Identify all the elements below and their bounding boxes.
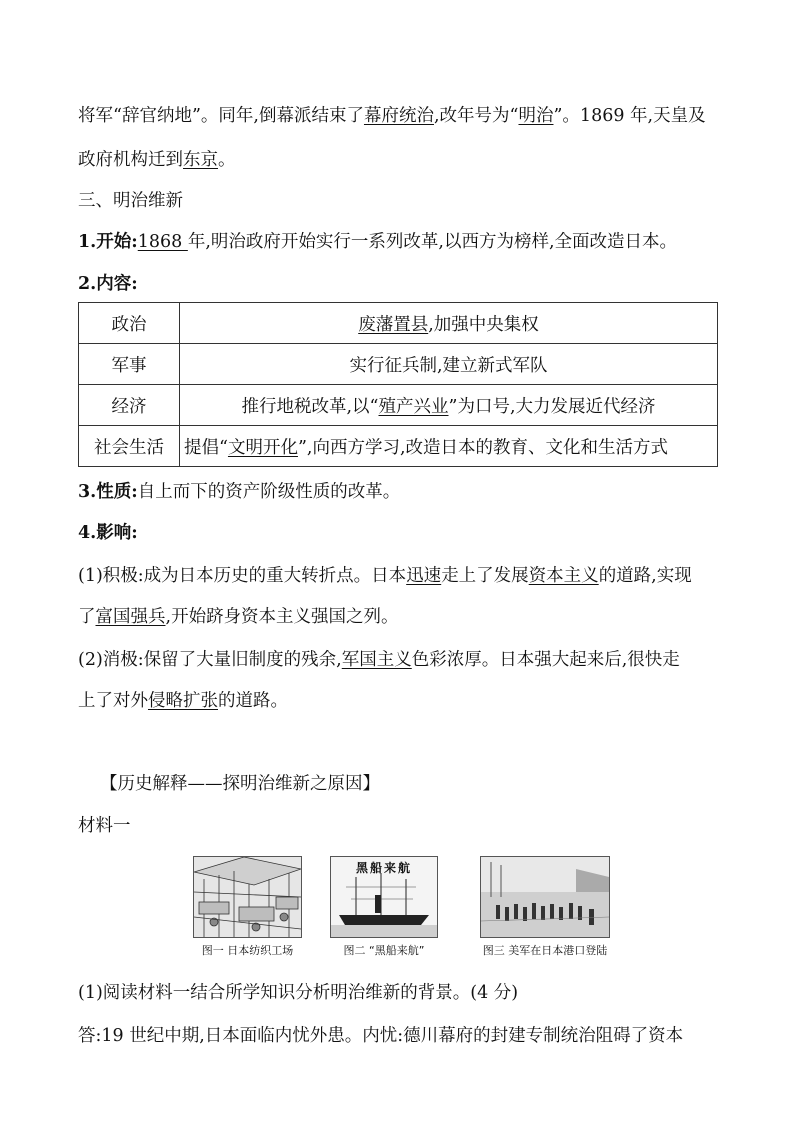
- text: (2)消极:保留了大量旧制度的残余,: [78, 650, 342, 670]
- table-cell-category: 社会生活: [79, 426, 180, 467]
- text: 了: [78, 607, 96, 627]
- table-row: [79, 385, 718, 426]
- figure-us-landing: [480, 856, 610, 958]
- text: ,改年号为“: [433, 106, 519, 126]
- paragraph-line: [78, 148, 236, 172]
- underlined-term: 文明开化: [227, 437, 298, 458]
- figure-caption: 图二 “黑船来航”: [343, 944, 425, 957]
- textile-factory-image: [193, 856, 302, 938]
- text: 政府机构迁到: [78, 150, 183, 170]
- figure-caption: 图一 日本纺织工场: [201, 944, 294, 957]
- material-label: 材料一: [78, 816, 131, 836]
- table-row: [79, 344, 718, 385]
- text: ,开始跻身资本主义强国之列。: [165, 607, 399, 627]
- start-year: 1868: [137, 232, 188, 252]
- content-title: 2.内容:: [78, 274, 138, 294]
- history-title: 【历史解释——探明治维新之原因】: [100, 774, 380, 794]
- text: 的道路,实现: [598, 566, 692, 586]
- figure-black-ships: [330, 856, 438, 958]
- impact-line: [78, 689, 288, 713]
- underlined-term: 明治: [518, 106, 554, 126]
- table-cell-category: 军事: [79, 344, 180, 385]
- text: 走上了发展: [441, 566, 529, 586]
- text: (1)积极:成为日本历史的重大转折点。日本: [78, 566, 407, 586]
- underlined-term: 资本主义: [528, 566, 599, 586]
- impact-line: [78, 648, 680, 672]
- text: 色彩浓厚。日本强大起来后,很快走: [411, 650, 680, 670]
- table-row: [79, 303, 718, 344]
- text: 。: [218, 150, 236, 170]
- text: 年,明治政府开始实行一系列改革,以西方为榜样,全面改造日本。: [187, 232, 678, 252]
- figure-caption: 图三 美军在日本港口登陆: [482, 944, 608, 957]
- underlined-term: 侵略扩张: [148, 691, 218, 711]
- table-cell-value: [180, 385, 718, 426]
- table-cell-value: 实行征兵制,建立新式军队: [180, 344, 718, 385]
- table-cell-category: 经济: [79, 385, 180, 426]
- text: 推行地税改革,以“: [241, 396, 379, 417]
- underlined-term: 富国强兵: [95, 607, 166, 627]
- text: 提倡“: [184, 437, 228, 458]
- text: 上了对外: [78, 691, 148, 711]
- start-label: 1.开始:: [78, 232, 138, 252]
- table-cell-category: 政治: [79, 303, 180, 344]
- underlined-term: 废藩置县: [358, 314, 429, 335]
- text: ”,向西方学习,改造日本的教育、文化和生活方式: [297, 437, 669, 458]
- question-text: (1)阅读材料一结合所学知识分析明治维新的背景。(4 分): [78, 983, 519, 1003]
- impact-title: 4.影响:: [78, 523, 138, 543]
- underlined-term: 军国主义: [341, 650, 412, 670]
- black-ships-image: [330, 856, 438, 938]
- underlined-term: 迅速: [406, 566, 442, 586]
- us-landing-image: [480, 856, 610, 938]
- table-cell-value: [180, 303, 718, 344]
- underlined-term: 殖产兴业: [378, 396, 449, 417]
- black-ships-banner: 黑船来航: [355, 861, 412, 875]
- start-line: [78, 230, 677, 254]
- text: ”。1869 年,天皇及: [553, 106, 706, 126]
- text: ”为口号,大力发展近代经济: [448, 396, 656, 417]
- content-table: [78, 302, 718, 467]
- impact-line: [78, 605, 399, 629]
- impact-line: [78, 564, 692, 588]
- table-row: [79, 426, 718, 467]
- nature-line: [78, 480, 400, 504]
- figure-textile-factory: [193, 856, 302, 958]
- answer-text: 答:19 世纪中期,日本面临内忧外患。内忧:德川幕府的封建专制统治阻碍了资本: [78, 1026, 684, 1046]
- section-title: 三、明治维新: [78, 191, 183, 211]
- text: ,加强中央集权: [428, 314, 539, 335]
- text: 的道路。: [218, 691, 288, 711]
- underlined-term: 东京: [183, 150, 218, 170]
- text: 将军“辞官纳地”。同年,倒幕派结束了: [78, 106, 364, 126]
- underlined-term: 幕府统治: [363, 106, 434, 126]
- text: 自上而下的资产阶级性质的改革。: [137, 482, 401, 502]
- paragraph-line: [78, 104, 706, 128]
- table-cell-value: [180, 426, 718, 467]
- nature-label: 3.性质:: [78, 482, 138, 502]
